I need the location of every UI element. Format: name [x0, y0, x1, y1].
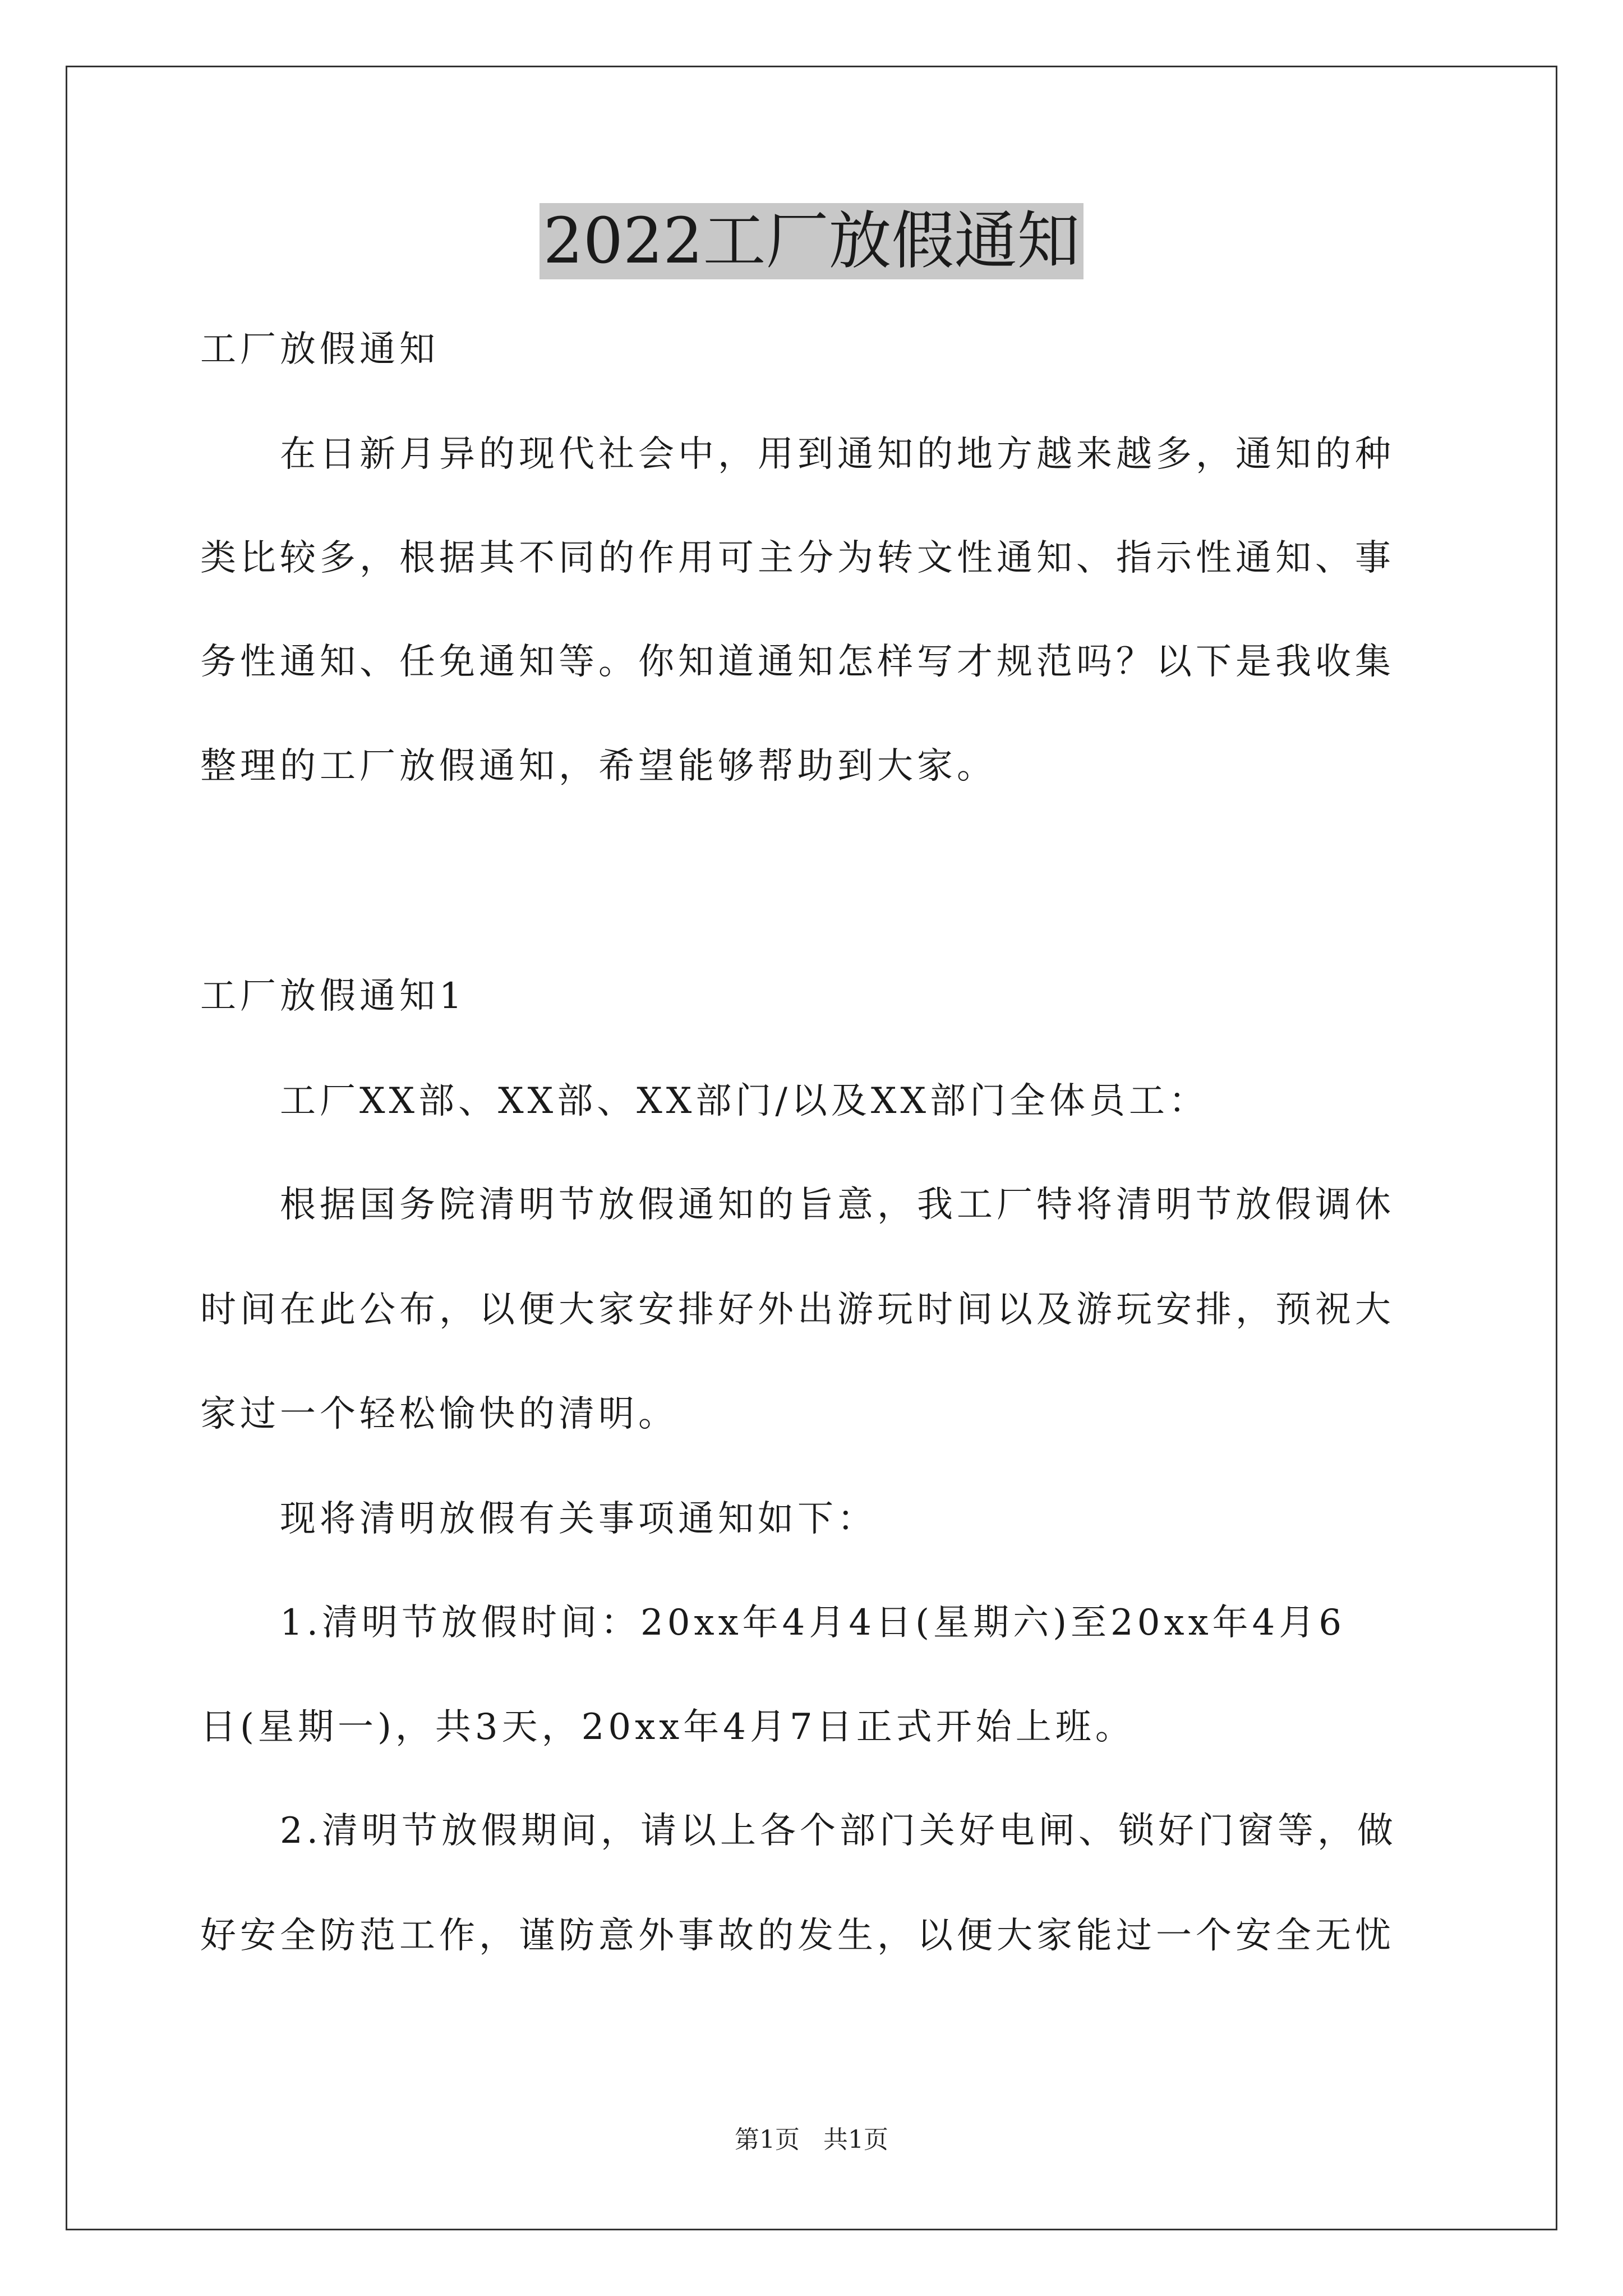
text-line: 根据国务院清明节放假通知的旨意，我工厂特将清明节放假调休 [280, 1184, 1395, 1226]
text-line: 现将清明放假有关事项通知如下： [280, 1498, 877, 1540]
text-line: 工厂XX部、XX部、XX部门/以及XX部门全体员工： [280, 1080, 1209, 1122]
title-wrap [0, 203, 1623, 279]
text-line: 整理的工厂放假通知，希望能够帮助到大家。 [200, 746, 997, 787]
text-line: 家过一个轻松愉快的清明。 [200, 1393, 678, 1435]
text-line: 在日新月异的现代社会中，用到通知的地方越来越多，通知的种 [280, 434, 1395, 475]
text-line: 务性通知、任免通知等。你知道通知怎样写才规范吗？以下是我收集 [200, 641, 1395, 683]
section-heading: 工厂放假通知1 [200, 976, 466, 1017]
text-line: 类比较多，根据其不同的作用可主分为转文性通知、指示性通知、事 [200, 537, 1395, 579]
page-footer [0, 2123, 1623, 2157]
text-line: 时间在此公布，以便大家安排好外出游玩时间以及游玩安排，预祝大 [200, 1289, 1395, 1331]
text-line: 日(星期一)，共3天，20xx年4月7日正式开始上班。 [200, 1706, 1135, 1748]
page-title: 2022工厂放假通知 [540, 203, 1083, 279]
page-number: 第1页 [735, 2125, 800, 2154]
text-line: 2.清明节放假期间，请以上各个部门关好电闸、锁好门窗等，做 [280, 1810, 1398, 1852]
page-total: 共1页 [823, 2125, 888, 2154]
page-border [66, 66, 1557, 2230]
text-line: 好安全防范工作，谨防意外事故的发生，以便大家能过一个安全无忧 [200, 1915, 1395, 1957]
text-line: 工厂放假通知 [200, 329, 439, 370]
text-line: 1.清明节放假时间：20xx年4月4日(星期六)至20xx年4月6 [280, 1602, 1346, 1644]
